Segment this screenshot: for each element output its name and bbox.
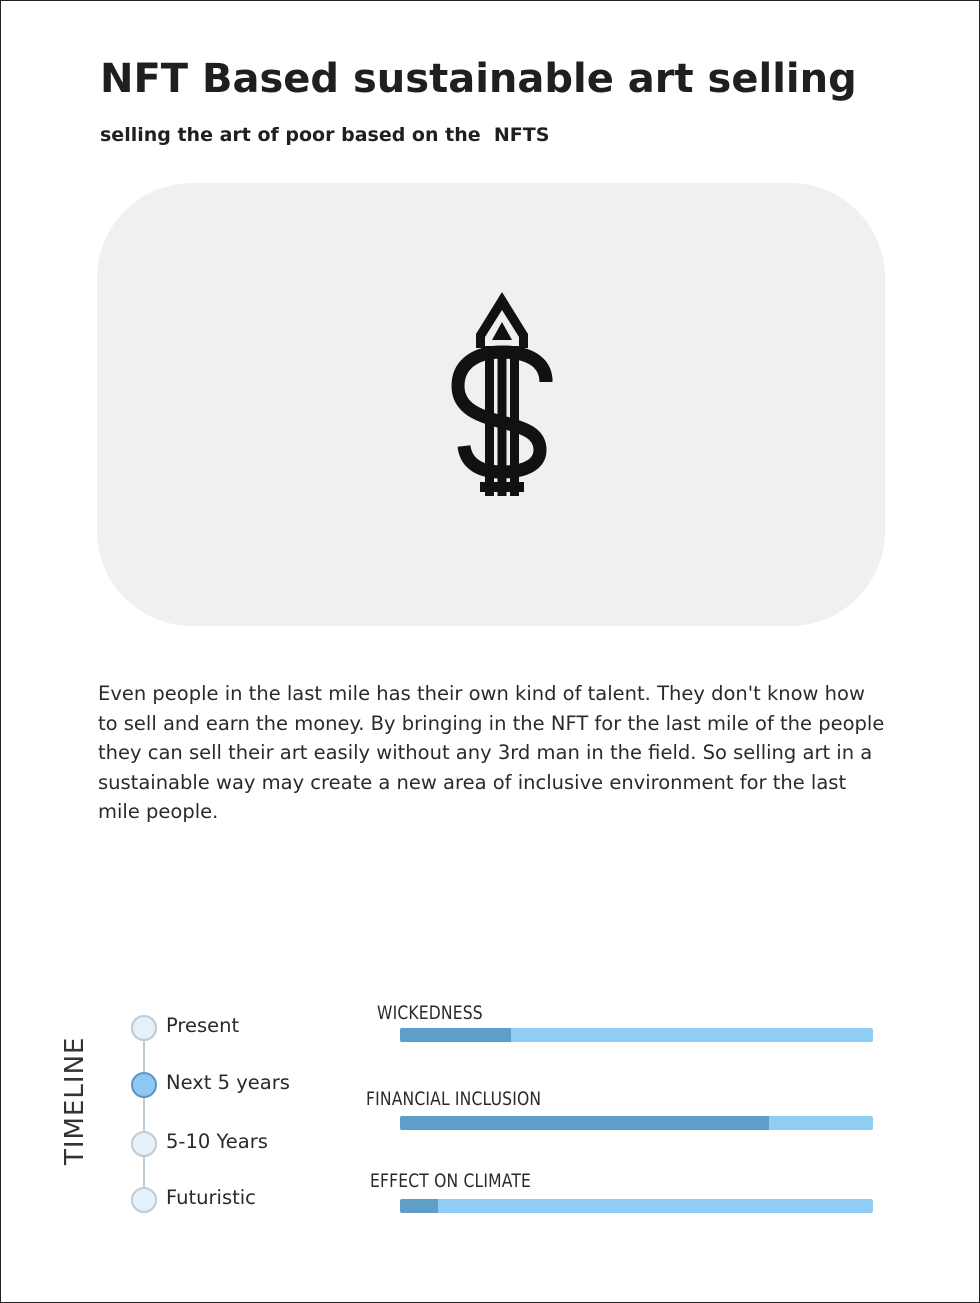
metric-bar-fill [400,1028,511,1042]
metric-bar-effect-on-climate [400,1199,873,1213]
timeline-label: TIMELINE [60,1036,90,1165]
pencil-dollar-icon [442,290,562,496]
description-text: Even people in the last mile has their own kind of talent. They don't know how to sell and earn the money. By bringing in the NFT for the last mile of the people they can sell their art easily without any 3rd man in the field. So selling art in a sustainable way may create a new area of inclusive environment for the last mile people. [98,682,885,823]
metric-label-financial-inclusion: FINANCIAL INCLUSION [366,1088,542,1110]
timeline-dot [131,1015,157,1041]
timeline-dot [131,1187,157,1213]
metric-bar-wickedness [400,1028,873,1042]
page-title: NFT Based sustainable art selling [100,56,857,102]
timeline-item-label: Present [166,1014,240,1037]
metric-label-effect-on-climate: EFFECT ON CLIMATE [370,1170,532,1192]
metric-bar-fill [400,1199,438,1213]
metric-bar-financial-inclusion [400,1116,873,1130]
metric-bar-fill [400,1116,769,1130]
timeline-connector [143,1027,145,1199]
timeline-item-label: 5-10 Years [166,1130,268,1153]
page-subtitle: selling the art of poor based on the NFTS [100,124,550,146]
timeline-item-label: Futuristic [166,1186,256,1209]
timeline-item-label: Next 5 years [166,1071,290,1094]
metric-label-wickedness: WICKEDNESS [377,1002,483,1024]
timeline-dot [131,1131,157,1157]
timeline-dot [131,1072,157,1098]
